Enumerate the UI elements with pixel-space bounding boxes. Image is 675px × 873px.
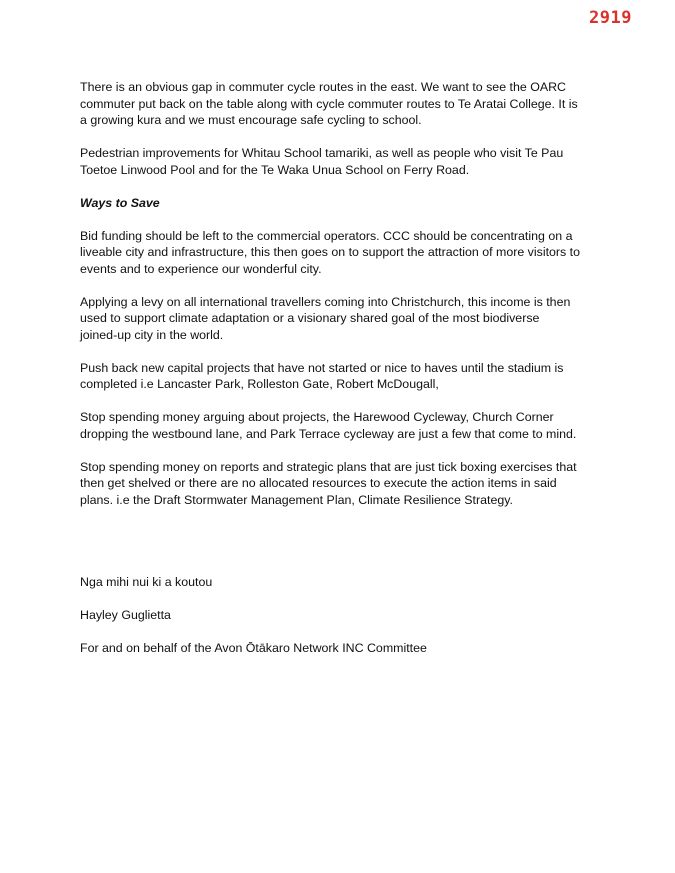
signoff-name: Hayley Guglietta [80, 608, 171, 622]
signoff-block [80, 574, 580, 673]
paragraph-push-back-projects: Push back new capital projects that have not started or nice to haves until the stadium is completed i.e Lancaster Park, Rolleston Gate, Robert McDougall, [80, 360, 564, 391]
paragraph-commuter-cycle-routes: There is an obvious gap in commuter cycle routes in the east. We want to see the OARC commuter put back on the table along with cycle commuter routes to Te Aratai College. It is a growing kura and we must encourage safe cycling to school. [80, 80, 578, 127]
paragraph-levy: Applying a levy on all international travellers coming into Christchurch, this income is then used to support climate adaptation or a visionary shared goal of the most biodiverse joined-up city in the world. [80, 294, 571, 342]
paragraph-stop-reports: Stop spending money on reports and strategic plans that are just tick boxing exercises that then get shelved or there are no allocated resources to execute the action items in said plans. i.e the Draft Stormwater Management Plan, Climate Resilience Strategy. [80, 459, 577, 507]
page-number: 2919 [589, 8, 632, 28]
signoff-organisation: For and on behalf of the Avon Ōtākaro Network INC Committee [80, 641, 427, 655]
document-body [80, 79, 580, 525]
paragraph-bid-funding: Bid funding should be left to the commercial operators. CCC should be concentrating on a liveable city and infrastructure, this then goes on to support the attraction of more visitors to events and to experience our wonderful city. [80, 228, 581, 276]
section-heading-ways-to-save: Ways to Save [80, 195, 160, 210]
paragraph-stop-arguing: Stop spending money arguing about projects, the Harewood Cycleway, Church Corner dropping the westbound lane, and Park Terrace cycleway are just a few that come to mind. [80, 410, 577, 441]
paragraph-pedestrian-improvements: Pedestrian improvements for Whitau School tamariki, as well as people who visit Te Pau Toetoe Linwood Pool and for the Te Waka Unua School on Ferry Road. [80, 146, 564, 177]
signoff-greeting: Nga mihi nui ki a koutou [80, 575, 213, 589]
